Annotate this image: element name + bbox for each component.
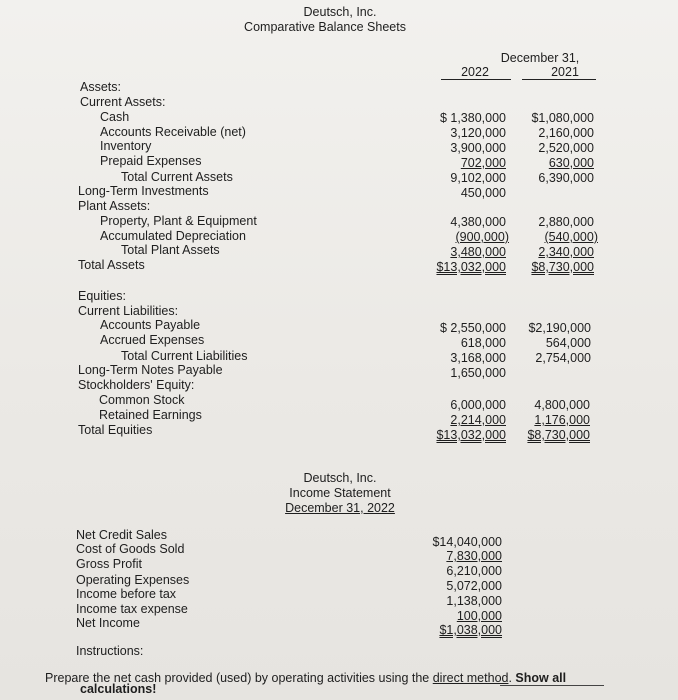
year-2022: 2022 xyxy=(461,65,489,79)
bs-value-2022: $13,032,000 xyxy=(436,260,506,274)
bs-label: Total Current Assets xyxy=(121,170,233,184)
bs-label: Accounts Payable xyxy=(100,318,201,332)
bs-value-2021: $2,190,000 xyxy=(528,321,591,335)
is-company: Deutsch, Inc. xyxy=(303,471,377,485)
year-2021: 2021 xyxy=(551,65,579,79)
bs-value-2022: 1,650,000 xyxy=(450,366,506,380)
bs-value-2021: 564,000 xyxy=(545,336,591,350)
is-value: 100,000 xyxy=(456,609,502,623)
is-label: Net Credit Sales xyxy=(76,528,168,542)
is-value: 1,138,000 xyxy=(446,594,502,608)
bs-label: Common Stock xyxy=(99,393,185,407)
bs-label: Stockholders' Equity: xyxy=(78,378,195,392)
instructions-heading: Instructions: xyxy=(76,644,144,658)
bs-value-2022: 6,000,000 xyxy=(450,398,506,412)
bs-value-2022: 450,000 xyxy=(460,186,506,200)
bs-value-2021: $1,080,000 xyxy=(531,111,594,125)
header-rule-2021 xyxy=(522,79,596,80)
is-label: Net Income xyxy=(76,616,140,630)
bs-company: Deutsch, Inc. xyxy=(303,5,377,19)
header-rule-2022 xyxy=(441,79,511,80)
bs-label: Assets: xyxy=(80,80,121,94)
is-label: Cost of Goods Sold xyxy=(76,542,185,556)
bs-label: Total Current Liabilities xyxy=(121,349,248,363)
is-value: 6,210,000 xyxy=(446,564,502,578)
bs-value-2021: 2,520,000 xyxy=(538,141,594,155)
bs-value-2022: (900,000) xyxy=(455,230,509,244)
instructions-line2: calculations! xyxy=(80,682,157,696)
is-title: Income Statement xyxy=(289,486,391,500)
is-date: December 31, 2022 xyxy=(285,501,395,515)
is-label: Operating Expenses xyxy=(76,573,190,587)
bs-label: Long-Term Investments xyxy=(78,184,209,198)
is-value: $14,040,000 xyxy=(432,535,502,549)
direct-method-text: direct method xyxy=(432,671,509,685)
bs-label: Current Assets: xyxy=(80,95,166,109)
bs-value-2022: 618,000 xyxy=(460,336,506,350)
instructions-underline xyxy=(500,685,604,686)
bs-label: Retained Earnings xyxy=(99,408,202,422)
is-label: Gross Profit xyxy=(76,557,142,571)
bs-label: Total Plant Assets xyxy=(121,243,220,257)
bs-label: Accounts Receivable (net) xyxy=(100,125,246,139)
is-value: 5,072,000 xyxy=(446,579,502,593)
bs-value-2021: 630,000 xyxy=(548,156,594,170)
bs-label: Accrued Expenses xyxy=(100,333,205,347)
bs-label: Equities: xyxy=(78,289,126,303)
instructions-bold-text: Show all xyxy=(515,671,567,685)
bs-value-2021: 4,800,000 xyxy=(534,398,590,412)
bs-label: Property, Plant & Equipment xyxy=(100,214,257,228)
bs-value-2022: 3,168,000 xyxy=(450,351,506,365)
bs-label: Total Assets xyxy=(78,258,145,272)
bs-value-2021: 6,390,000 xyxy=(538,171,594,185)
is-value: 7,830,000 xyxy=(446,549,502,563)
bs-label: Total Equities xyxy=(78,423,153,437)
bs-value-2022: 702,000 xyxy=(460,156,506,170)
bs-value-2022: $ 2,550,000 xyxy=(439,321,506,335)
bs-label: Long-Term Notes Payable xyxy=(78,363,223,377)
bs-value-2022: 3,900,000 xyxy=(450,141,506,155)
bs-value-2022: 9,102,000 xyxy=(450,171,506,185)
bs-value-2022: 3,120,000 xyxy=(450,126,506,140)
bs-value-2022: $13,032,000 xyxy=(436,428,506,442)
bs-value-2021: (540,000) xyxy=(544,230,598,244)
bs-label: Inventory xyxy=(100,139,152,153)
bs-value-2021: $8,730,000 xyxy=(527,428,590,442)
bs-label: Accumulated Depreciation xyxy=(100,229,246,243)
instructions-period: . xyxy=(508,671,516,685)
bs-value-2022: 2,214,000 xyxy=(450,413,506,427)
bs-value-2021: $8,730,000 xyxy=(531,260,594,274)
bs-label: Cash xyxy=(100,110,130,124)
is-label: Income tax expense xyxy=(76,602,188,616)
bs-label: Plant Assets: xyxy=(78,199,151,213)
is-label: Income before tax xyxy=(76,587,177,601)
instructions-text: Prepare the net cash provided (used) by operating activities using the xyxy=(45,671,433,685)
bs-value-2021: 2,340,000 xyxy=(538,245,594,259)
bs-value-2022: $ 1,380,000 xyxy=(439,111,506,125)
date-header: December 31, xyxy=(500,51,580,65)
is-value: $1,038,000 xyxy=(439,623,502,637)
bs-label: Prepaid Expenses xyxy=(100,154,202,168)
bs-value-2021: 2,754,000 xyxy=(535,351,591,365)
bs-title: Comparative Balance Sheets xyxy=(244,20,406,34)
bs-label: Current Liabilities: xyxy=(78,304,179,318)
bs-value-2021: 1,176,000 xyxy=(534,413,590,427)
bs-value-2021: 2,880,000 xyxy=(538,215,594,229)
bs-value-2022: 3,480,000 xyxy=(450,245,506,259)
bs-value-2021: 2,160,000 xyxy=(538,126,594,140)
bs-value-2022: 4,380,000 xyxy=(450,215,506,229)
